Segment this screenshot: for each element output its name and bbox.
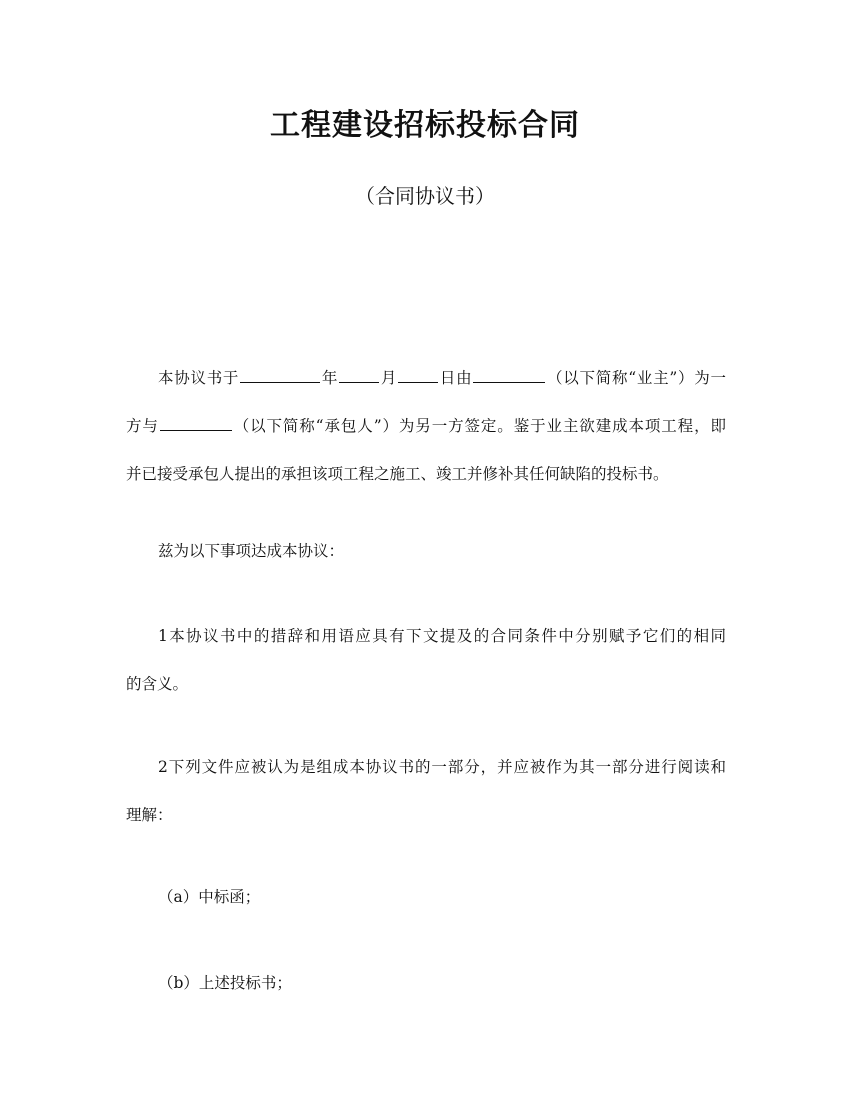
- blank-owner-field: [473, 365, 545, 383]
- intro-line-3: 并已接受承包人提出的承担该项工程之施工、竣工并修补其任何缺陷的投标书。: [126, 465, 669, 483]
- blank-day-field: [240, 365, 320, 383]
- blank-contractor-field: [160, 413, 232, 431]
- agreement-intro: 兹为以下事项达成本协议：: [158, 542, 345, 560]
- document-subtitle: （合同协议书）: [355, 184, 495, 208]
- list-item-a: （a）中标函；: [158, 888, 261, 906]
- clause-1-line-2: 的含义。: [126, 675, 189, 693]
- blank-month-field: [339, 365, 379, 383]
- clause-1: [126, 612, 726, 708]
- intro-line-2: 方与 （以下简称“承包人”）为另一方签定。鉴于业主欲建成本项工程，即: [126, 402, 726, 450]
- clause-2: [126, 743, 726, 839]
- clause-2-line-1: 2下列文件应被认为是组成本协议书的一部分，并应被作为其一部分进行阅读和: [158, 758, 726, 776]
- list-item-b: （b）上述投标书；: [158, 974, 292, 992]
- document-title: 工程建设招标投标合同: [270, 108, 580, 143]
- intro-paragraph: [126, 354, 726, 498]
- blank-date-field: [398, 365, 438, 383]
- clause-1-line-1: 1本协议书中的措辞和用语应具有下文提及的合同条件中分别赋予它们的相同: [158, 627, 726, 645]
- clause-2-line-2: 理解：: [126, 806, 173, 824]
- intro-line-1: 本协议书于 年 月 日由 （以下简称“业主”）为一: [126, 354, 726, 402]
